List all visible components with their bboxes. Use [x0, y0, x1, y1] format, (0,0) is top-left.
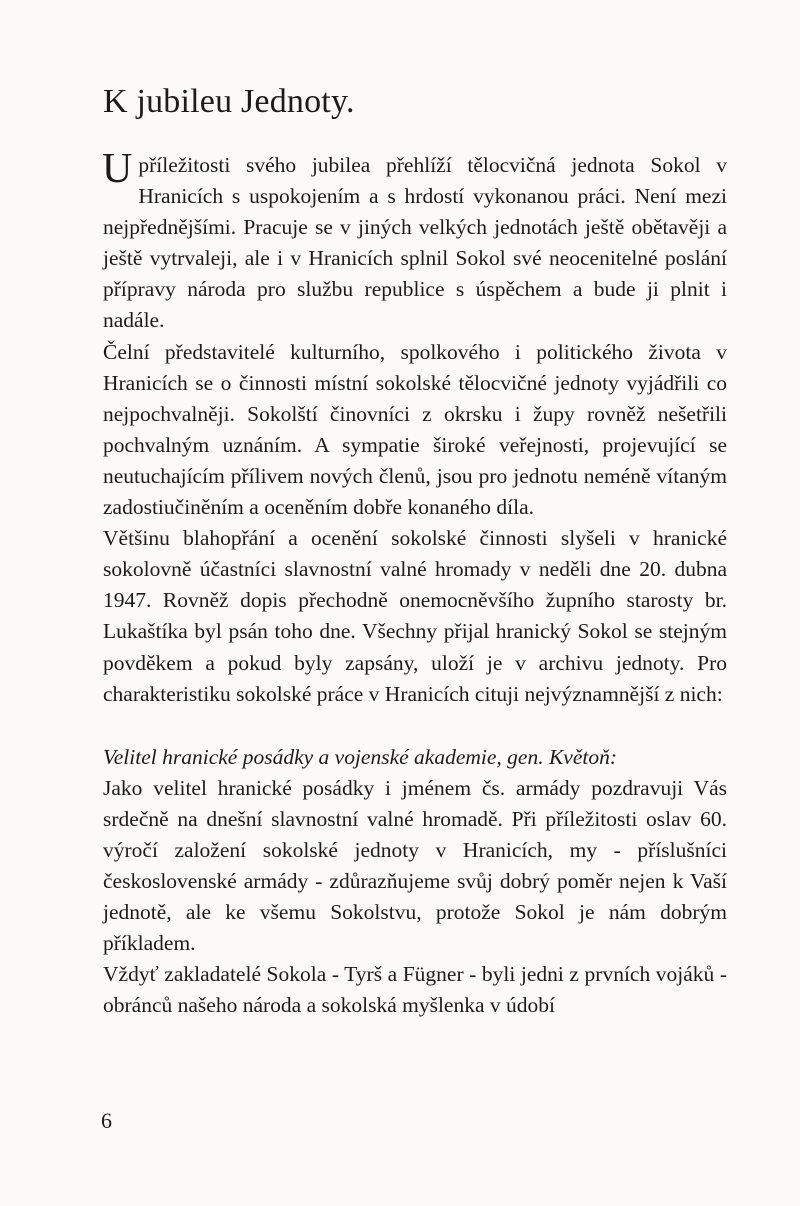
paragraph-2: Čelní představitelé kulturního, spolkového i politického života v Hranicích se o činnosti místní sokolské tělocvičné jednoty vyjádřili co nejpochvalněji. Sokolští činovníci z okrsku i župy rovněž nešetřili pochvalným uznáním. A sympatie široké veřejnosti, projevující se neutuchajícím přílivem nových členů, jsou pro jednotu neméně vítaným zadostiučiněním a oceněním dobře konaného díla. [103, 339, 727, 520]
speaker-heading: Velitel hranické posádky a vojenské akademie, gen. Květoň: [103, 744, 618, 769]
paragraph-3: Většinu blahopřání a ocenění sokolské činnosti slyšeli v hranické sokolovně účastníci slavnostní valné hromady v neděli dne 20. dubna 1947. Rovněž dopis přechodně onemocněvšího župního starosty br. Lukaštíka byl psán toho dne. Všechny přijal hranický Sokol se stejným povděkem a pokud byly zapsány, uloží je v archivu jednoty. Pro charakteristiku sokolské práce v Hranicích cituji nejvýznamnější z nich: [103, 526, 727, 706]
paragraph-4: Jako velitel hranické posádky i jménem čs. armády pozdravuji Vás srdečně na dnešní slavnostní valné hromadě. Při příležitosti oslav 60. výročí založení sokolské jednoty v Hranicích, my - příslušníci československé armády - zdůrazňujeme svůj dobrý poměr nejen k Vaší jednotě, ale ke všemu Sokolstvu, protože Sokol je nám dobrým příkladem. [103, 775, 727, 956]
paragraph-5: Vždyť zakladatelé Sokola - Tyrš a Fügner - byli jedni z prvních vojáků - obránců našeho národa a sokolská myšlenka v údobí [103, 962, 727, 1018]
drop-cap: U [102, 146, 133, 192]
paragraph-1 [102, 146, 727, 337]
paragraph-gap [103, 710, 727, 742]
body-text [102, 146, 727, 1022]
paragraph-1-text: příležitosti svého jubilea přehlíží tělocvičná jednota Sokol v Hranicích s uspokojením a s hrdostí vykonanou práci. Není mezi nejpřednějšími. Pracuje se v jiných velkých jednotách ještě obětavěji a ještě vytrvaleji, ale i v Hranicích splnil Sokol své neocenitelné poslání přípravy národa pro službu republice s úspěchem a bude ji plnit i nadále. [103, 153, 727, 333]
page-title: K jubileu Jednoty. [103, 83, 355, 120]
page-number: 6 [101, 1108, 112, 1133]
